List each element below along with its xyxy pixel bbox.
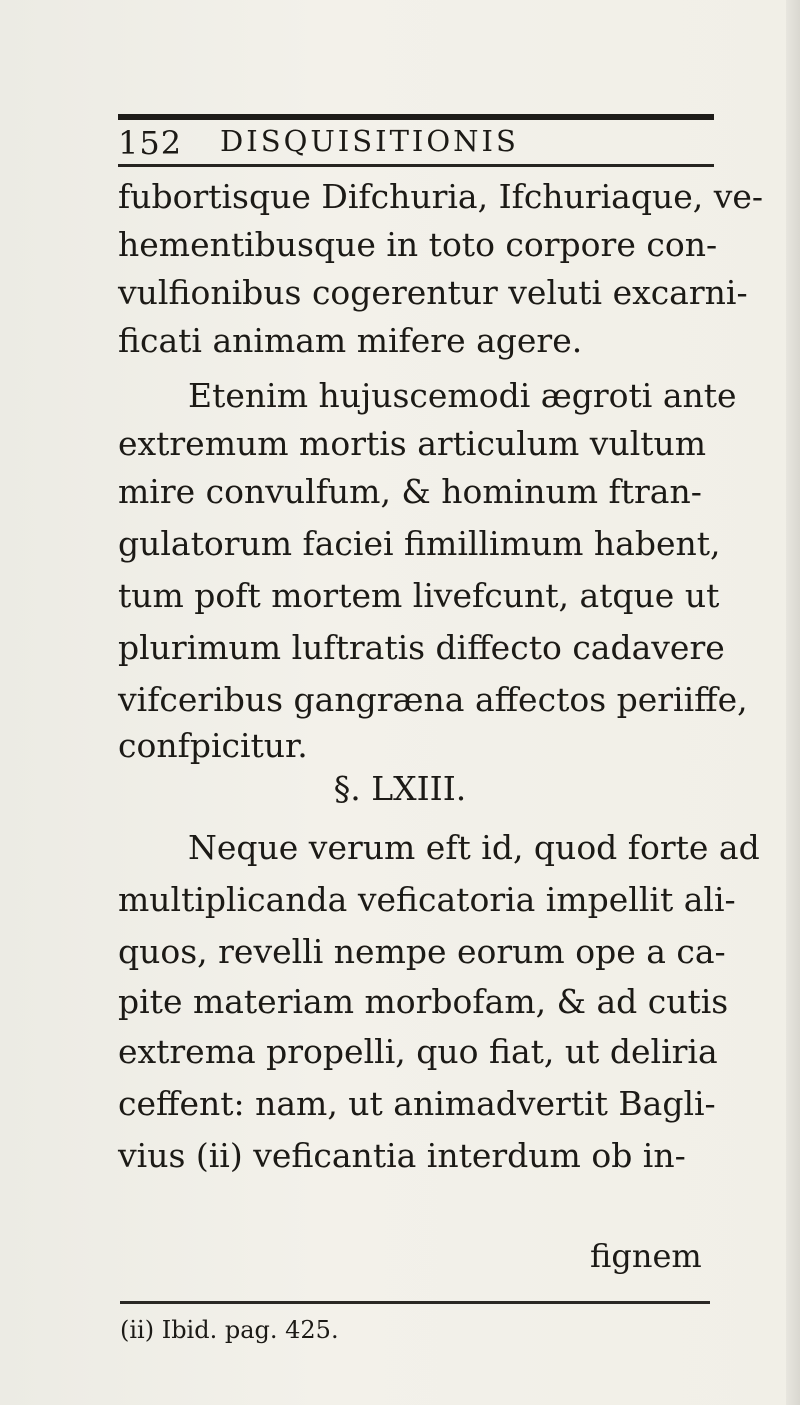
section-heading: §. LXIII. — [333, 769, 467, 808]
text-line: multiplicanda veficatoria impellit ali- — [118, 880, 736, 919]
text-line: confpicitur. — [118, 726, 308, 765]
running-head: DISQUISITIONIS — [220, 124, 519, 158]
text-line: quos, revelli nempe eorum ope a ca- — [118, 932, 726, 971]
text-line: extremum mortis articulum vultum — [118, 424, 707, 463]
text-line: gulatorum faciei fimillimum habent, — [118, 524, 721, 563]
page-edge — [786, 0, 800, 1405]
text-line: hementibusque in toto corpore con- — [118, 225, 718, 264]
text-line: vius (ii) veficantia interdum ob in- — [118, 1136, 686, 1175]
text-line: Etenim hujuscemodi ægroti ante — [188, 376, 737, 415]
footnote-rule — [120, 1301, 710, 1304]
text-line: tum poft mortem livefcunt, atque ut — [118, 576, 720, 615]
text-line: pite materiam morbofam, & ad cutis — [118, 982, 729, 1021]
text-line: vulfionibus cogerentur veluti excarni- — [118, 273, 748, 312]
footnote: (ii) Ibid. pag. 425. — [120, 1316, 339, 1344]
text-line: plurimum luftratis diffecto cadavere — [118, 628, 725, 667]
text-line: ceffent: nam, ut animadvertit Bagli- — [118, 1084, 716, 1123]
text-line: fubortisque Difchuria, Ifchuriaque, ve- — [118, 177, 764, 216]
header-rule-bottom — [118, 164, 714, 167]
catchword: fignem — [590, 1237, 702, 1275]
text-line: Neque verum eft id, quod forte ad — [188, 828, 760, 867]
header-rule-top — [118, 114, 714, 120]
text-line: ficati animam mifere agere. — [118, 321, 583, 360]
page-number: 152 — [118, 124, 183, 162]
text-line: extrema propelli, quo fiat, ut deliria — [118, 1032, 718, 1071]
text-line: vifceribus gangræna affectos periiffe, — [118, 680, 748, 719]
text-line: mire convulfum, & hominum ftran- — [118, 472, 702, 511]
page-header — [118, 122, 714, 162]
